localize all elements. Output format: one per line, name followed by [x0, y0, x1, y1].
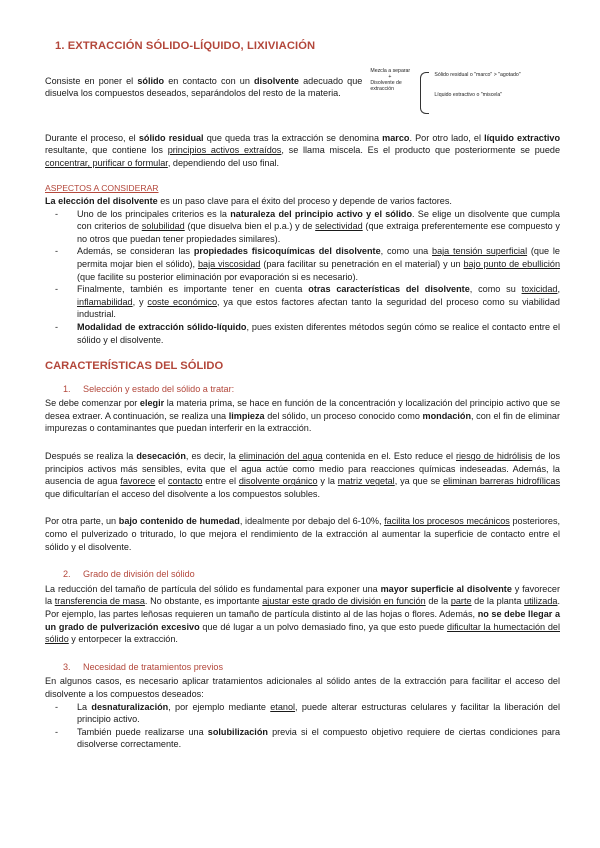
underlined-run: baja viscosidad — [197, 258, 261, 269]
underlined-run: eliminan barreras hidrofílicas — [443, 476, 561, 487]
text-run: que queda tras la extracción se denomina — [203, 132, 383, 143]
text-run: La — [77, 701, 92, 712]
bold-run: disolvente — [254, 75, 299, 86]
underlined-run: ajustar este grado de división en función — [262, 596, 426, 607]
text-run: , con el fin de eliminar impurezas o contaminantes que puedan interferir en la extracción. — [45, 410, 560, 434]
bold-run: líquido extractivo — [484, 132, 560, 143]
paragraph-tratamientos: En algunos casos, es necesario aplicar tratamientos adicionales al sólido antes de la extracción para facilitar el acceso del disolvente a los compuestos deseados: — [45, 676, 560, 699]
extraction-diagram — [370, 68, 560, 118]
text-run: contenida en el. Esto reduce el — [322, 451, 456, 462]
text-run: , como una — [380, 246, 433, 257]
bold-run: otras características del disolvente — [308, 284, 470, 295]
underlined-run: eliminación del agua — [238, 451, 323, 462]
intro-block — [45, 68, 560, 118]
text-run: Durante el proceso, el — [45, 132, 139, 143]
underlined-run: transferencia de masa — [54, 596, 145, 607]
bold-run: mondación — [422, 410, 472, 421]
text-run: , idealmente por debajo del 6-10%, — [239, 516, 385, 527]
bold-run: La elección del disolvente — [45, 195, 158, 206]
underlined-run: disolvente orgánico — [238, 476, 318, 487]
underlined-run: solubilidad — [141, 221, 185, 232]
text-run: . Se elige un disolvente que cumpla con criterios de — [77, 208, 560, 232]
text-run: , puede alterar estructuras celulares y facilitar la liberación del principio activo. — [77, 701, 560, 725]
bold-run: limpieza — [228, 410, 265, 421]
list-item — [45, 208, 560, 246]
underlined-run: dificultar la humectación del sólido — [45, 621, 560, 645]
tratamientos-list — [45, 701, 560, 751]
text-run: Se debe comenzar por — [45, 398, 140, 409]
diagram-residue-label: Sólido residual o "marco" > "agotado" — [434, 71, 521, 78]
text-run: . Por otro lado, el — [409, 132, 485, 143]
aspects-heading: ASPECTOS A CONSIDERAR — [45, 183, 159, 194]
subsection-title — [45, 568, 560, 581]
text-run: que dé lugar a un polvo demasiado fino, ya que esto puede — [199, 621, 448, 632]
diagram-mixture-label: Mezcla a separar — [370, 67, 411, 74]
underlined-run: facilita los procesos mecánicos — [384, 516, 510, 527]
subsection-title-text: Selección y estado del sólido a tratar: — [83, 383, 235, 394]
text-run: Después se realiza la — [45, 451, 137, 462]
diagram-solvent-label: Disolvente de extracción — [370, 79, 402, 92]
text-run: resultante, que contiene los — [45, 145, 168, 156]
text-run: del sólido, un proceso conocido como — [264, 410, 423, 421]
text-run: Finalmente, también es importante tener en cuenta — [77, 284, 309, 295]
aspects-list — [45, 208, 560, 347]
bold-run: sólido — [137, 75, 165, 86]
text-run: de los principios activos más sensibles, evita que el agua actúe como medio para reacciones químicas indeseadas. Además, la ausencia de agua — [45, 451, 560, 487]
paragraph-division — [45, 583, 560, 646]
list-item — [45, 321, 560, 346]
bold-run: marco — [382, 132, 410, 143]
diagram-plus-label: + — [388, 73, 392, 80]
text-run: . No obstante, es importante — [144, 596, 263, 607]
bold-run: bajo contenido de humedad — [118, 516, 240, 527]
text-run: , por ejemplo mediante — [168, 701, 271, 712]
underlined-run: coste económico — [147, 296, 218, 307]
text-run: , dependiendo del uso final. — [167, 157, 280, 168]
underlined-run: toxicidad — [521, 284, 558, 295]
bold-run: elegir — [139, 398, 165, 409]
text-run: (que le permita mojar bien el sólido), — [77, 246, 560, 269]
text-run: en contacto con un — [164, 75, 254, 86]
text-run: Uno de los principales criterios es la — [77, 208, 231, 219]
text-run: entre el — [202, 476, 239, 487]
text-run: . Por ejemplo, las partes leñosas requieren un tamaño de partícula distinto al de las hojas o flores. Además, — [45, 596, 560, 619]
subsection-number: 1. — [63, 383, 71, 394]
subsection-title-text: Grado de división del sólido — [83, 569, 195, 580]
section-title-caracteristicas: CARACTERÍSTICAS DEL SÓLIDO — [45, 360, 224, 373]
intro-paragraph — [45, 75, 362, 100]
text-run: , pues existen diferentes métodos según cómo se realice el contacto entre el sólido y el disolvente. — [77, 321, 561, 345]
text-run: el — [155, 476, 169, 487]
text-run: posteriores, como el pulverizado o triturado, lo que mejora el rendimiento de la extracción al aumentar la superficie de contacto entre el sólido y el disolvente. — [45, 516, 561, 552]
text-run: (que facilite su posterior eliminación por evaporación si es necesario). — [77, 271, 359, 282]
underlined-run: contacto — [168, 476, 203, 487]
bold-run: no se debe llegar a un grado de pulverización excesivo — [45, 609, 561, 632]
text-run: La reducción del tamaño de partícula del sólido es fundamental para exponer una — [45, 583, 381, 594]
text-run: , — [557, 284, 561, 295]
text-run: de la planta — [471, 596, 525, 607]
aspects-lead — [45, 195, 560, 208]
text-run: , y — [132, 296, 148, 307]
underlined-run: riesgo de hidrólisis — [455, 451, 533, 462]
bold-run: naturaleza del principio activo y el sólido — [230, 208, 413, 219]
text-run: También puede realizarse una — [77, 726, 208, 737]
bold-run: desnaturalización — [91, 701, 169, 712]
diagram-inputs — [370, 68, 414, 92]
text-run: , se llama miscela. Es el producto que posteriormente se puede — [281, 145, 560, 156]
bold-run: sólido residual — [138, 132, 204, 143]
text-run: , ya que estos factores afectan tanto la seguridad del proceso como su viabilidad industrial. — [77, 296, 560, 320]
text-run: adecuado que disuelva los compuestos deseados, separándolos del resto de la materia. — [45, 75, 363, 99]
section-title-extraccion: 1. EXTRACCIÓN SÓLIDO-LÍQUIDO, LIXIVIACIÓN — [55, 40, 316, 52]
underlined-run: etanol — [270, 701, 296, 712]
text-run: , como su — [469, 284, 522, 295]
text-run: y la — [317, 476, 338, 487]
text-run: Por otra parte, un — [45, 516, 119, 527]
paragraph-desecacion — [45, 450, 560, 500]
list-item — [45, 245, 560, 283]
underlined-run: selectividad — [315, 221, 363, 232]
bold-run: Modalidad de extracción sólido-líquido — [77, 321, 247, 332]
text-run: , ya que se — [394, 476, 444, 487]
text-run: (para facilitar su penetración en el material) y un — [260, 258, 464, 269]
text-run: de la — [425, 596, 451, 607]
underlined-run: principios activos extraídos — [167, 145, 282, 156]
underlined-run: utilizada — [524, 596, 558, 607]
subsection-title — [45, 383, 560, 396]
underlined-run: parte — [450, 596, 472, 607]
text-run: (que disuelva bien el p.a.) y de — [184, 221, 316, 232]
underlined-run: inflamabilidad — [77, 296, 133, 307]
text-run: (que extraiga preferentemente ese compuesto y no otros que puedan tener propiedades similares). — [77, 221, 560, 244]
list-item — [45, 283, 560, 321]
text-run: la materia prima, se hace en función de la concentración y localización del principio activo que se desea extraer. A continuación, se realiza una — [45, 398, 560, 421]
text-run: Además, se consideran las — [77, 246, 194, 257]
underlined-run: matriz vegetal — [337, 476, 395, 487]
paragraph-seleccion — [45, 397, 560, 435]
list-item — [45, 701, 560, 726]
underlined-run: concentrar, purificar o formular — [45, 157, 168, 168]
diagram-brace — [420, 72, 429, 114]
underlined-run: baja tensión superficial — [432, 246, 528, 257]
underlined-run: bajo punto de ebullición — [463, 258, 561, 269]
underlined-run: favorece — [120, 476, 156, 487]
diagram-miscela-label: Líquido extractivo o "miscela" — [434, 91, 503, 98]
bold-run: desecación — [136, 451, 186, 462]
paragraph-proceso — [45, 132, 560, 170]
subsection-number: 2. — [63, 569, 71, 580]
subsection-title-text: Necesidad de tratamientos previos — [83, 661, 224, 672]
text-run: y entorpecer la extracción. — [68, 634, 178, 645]
subsection-title — [45, 661, 560, 674]
text-run: , es decir, la — [185, 451, 239, 462]
paragraph-humedad — [45, 515, 560, 553]
text-run: que dificultarían el acceso del disolvente a los compuestos solubles. — [45, 488, 320, 499]
text-run: es un paso clave para el éxito del proceso y depende de varios factores. — [157, 195, 452, 206]
bold-run: mayor superficie al disolvente — [380, 583, 512, 594]
subsection-number: 3. — [63, 661, 71, 672]
bold-run: propiedades fisicoquímicas del disolvente — [193, 246, 381, 257]
list-item — [45, 726, 560, 751]
bold-run: solubilización — [207, 726, 268, 737]
text-run: y favorecer la — [45, 583, 561, 607]
text-run: Consiste en poner el — [45, 75, 138, 86]
text-run: previa si el compuesto objetivo requiere de ciertas condiciones para disolverse correctamente. — [77, 726, 561, 750]
